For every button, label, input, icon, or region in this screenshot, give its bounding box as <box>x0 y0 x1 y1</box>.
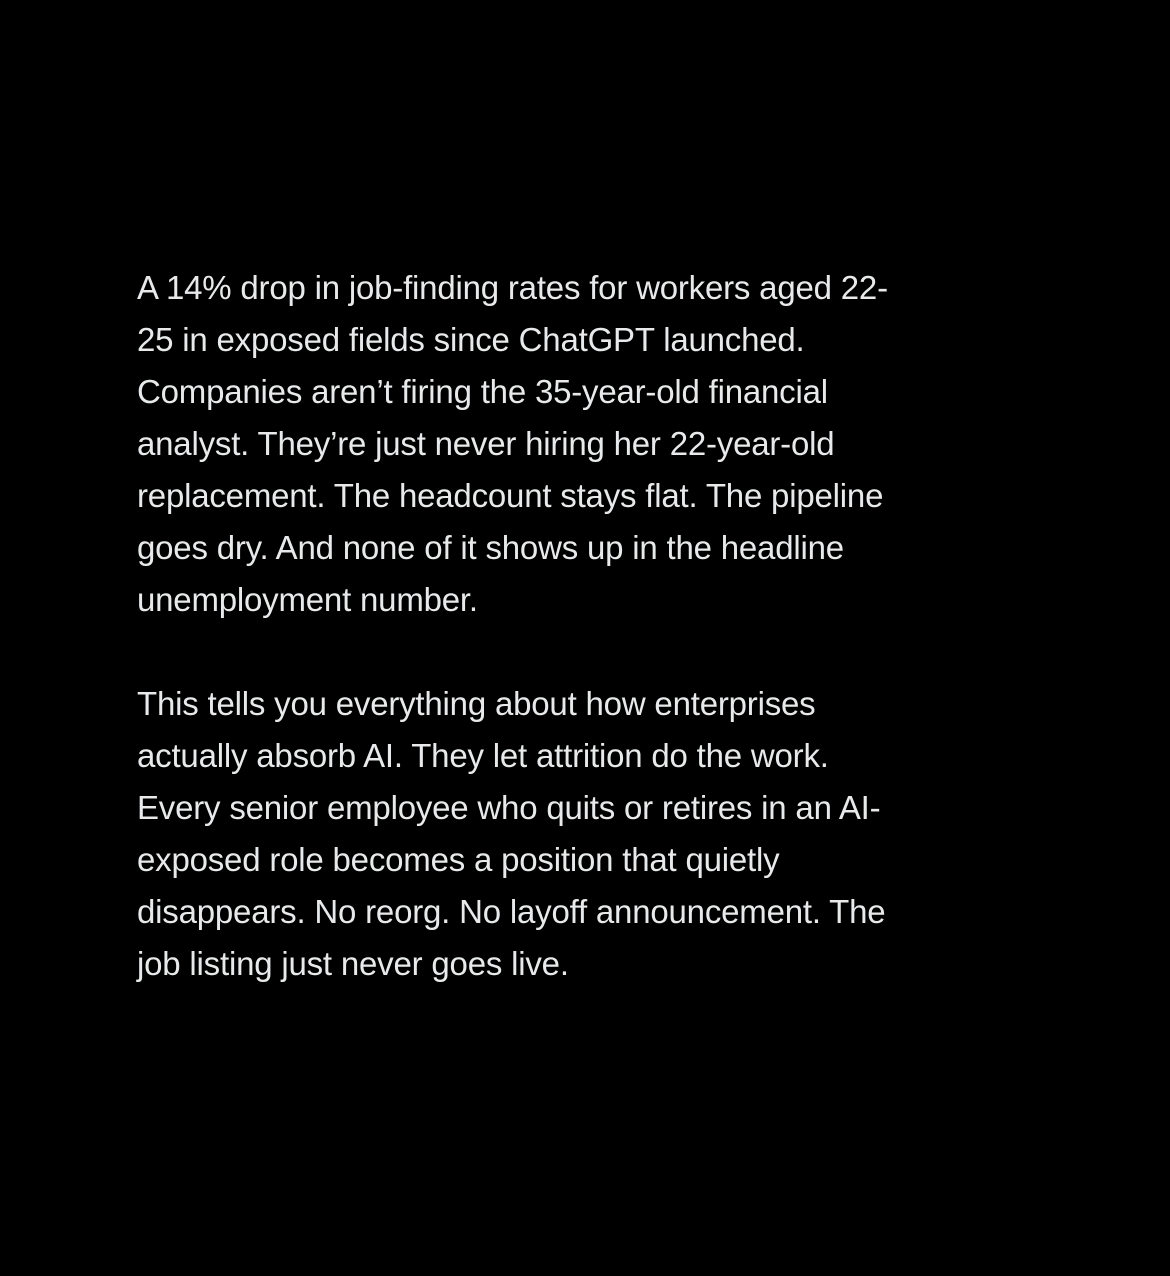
paragraph-1 <box>137 262 1027 626</box>
text-line: analyst. They’re just never hiring her 22-year-old <box>137 425 835 462</box>
paragraph-2 <box>137 678 1027 990</box>
text-line: exposed role becomes a position that quietly <box>137 841 780 878</box>
text-line: actually absorb AI. They let attrition do the work. <box>137 737 829 774</box>
text-line: disappears. No reorg. No layoff announcement. The <box>137 893 886 930</box>
text-line: goes dry. And none of it shows up in the headline <box>137 529 844 566</box>
post-text <box>137 262 1027 990</box>
text-line: A 14% drop in job-finding rates for workers aged 22- <box>137 269 888 306</box>
paragraph-spacer <box>137 626 1027 678</box>
text-line: Every senior employee who quits or retires in an AI- <box>137 789 881 826</box>
text-line: replacement. The headcount stays flat. The pipeline <box>137 477 884 514</box>
text-line: job listing just never goes live. <box>137 945 569 982</box>
text-line: unemployment number. <box>137 581 478 618</box>
text-line: 25 in exposed fields since ChatGPT launched. <box>137 321 805 358</box>
text-line: Companies aren’t firing the 35-year-old financial <box>137 373 828 410</box>
text-line: This tells you everything about how enterprises <box>137 685 816 722</box>
